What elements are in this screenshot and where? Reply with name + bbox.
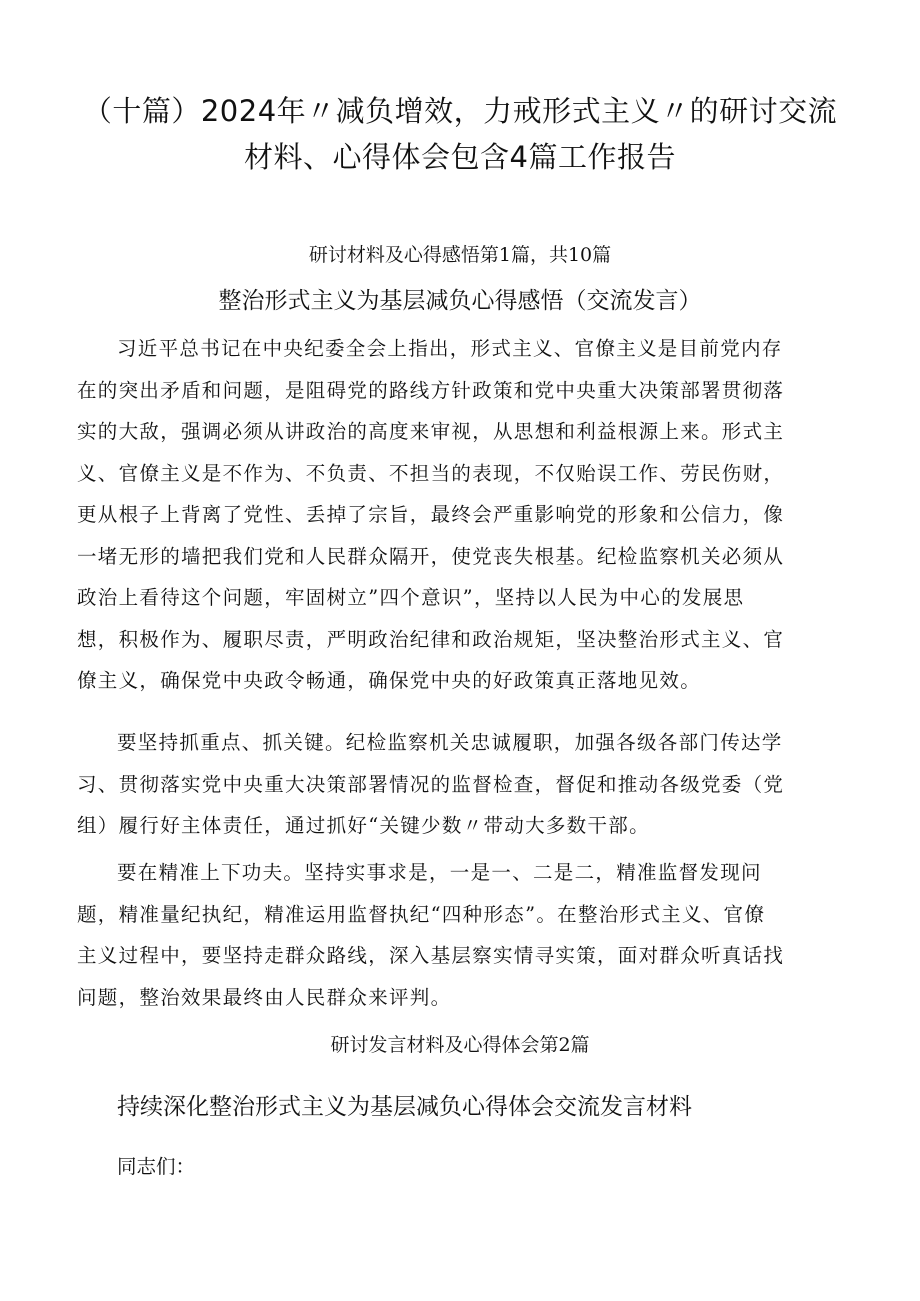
paragraph-line: 习、贯彻落实党中央重大决策部署情况的监督检查，督促和推动各级党委（党 xyxy=(77,772,785,796)
part-1-paragraph-2 xyxy=(77,722,857,847)
paragraph-line: 在的突出矛盾和问题，是阻碍党的路线方针政策和党中央重大决策部署贯彻落 xyxy=(77,378,785,402)
part-2-label: 研讨发言材料及心得体会第2篇 xyxy=(330,1034,590,1056)
paragraph-line: 僚主义，确保党中央政令畅通，确保党中央的好政策真正落地见效。 xyxy=(77,669,702,692)
part-1-label: 研讨材料及心得感悟第1篇，共10篇 xyxy=(308,244,612,266)
paragraph-line: 想，积极作为、履职尽责，严明政治纪律和政治规矩，坚决整治形式主义、官 xyxy=(77,627,785,651)
paragraph-line: 习近平总书记在中央纪委全会上指出，形式主义、官僚主义是目前党内存 xyxy=(117,337,783,360)
part-1-paragraph-3 xyxy=(77,852,857,1018)
paragraph-line: 政治上看待这个问题，牢固树立”四个意识”，坚持以人民为中心的发展思 xyxy=(77,586,745,609)
paragraph-line: 一堵无形的墙把我们党和人民群众隔开，使党丧失根基。纪检监察机关必须从 xyxy=(77,544,785,568)
document-title-line-1: （十篇）2024年〃减负增效，力戒形式主义〃的研讨交流 xyxy=(82,94,838,128)
paragraph-line: 要坚持抓重点、抓关键。纪检监察机关忠诚履职，加强各级各部门传达学 xyxy=(117,731,783,754)
part-1-title: 整治形式主义为基层减负心得感悟（交流发言） xyxy=(218,288,702,314)
part-2-title: 持续深化整治形式主义为基层减负心得体会交流发言材料 xyxy=(117,1094,692,1120)
paragraph-line: 实的大敌，强调必须从讲政治的高度来审视，从思想和利益根源上来。形式主 xyxy=(77,420,785,443)
paragraph-line: 主义过程中，要坚持走群众路线，深入基层察实情寻实策，面对群众听真话找 xyxy=(77,944,785,967)
paragraph-line: 题，精准量纪执纪，精准运用监督执纪“四种形态”。在整治形式主义、官僚 xyxy=(77,902,766,926)
paragraph-line: 更从根子上背离了党性、丢掉了宗旨，最终会严重影响党的形象和公信力，像 xyxy=(77,503,785,526)
document-title xyxy=(60,88,860,180)
part-2-greeting: 同志们： xyxy=(117,1155,196,1178)
paragraph-line: 组）履行好主体责任，通过抓好“关键少数〃带动大多数干部。 xyxy=(77,814,650,837)
part-1-paragraph-1 xyxy=(77,328,857,702)
paragraph-line: 义、官僚主义是不作为、不负责、不担当的表现，不仅贻误工作、劳民伤财， xyxy=(77,461,785,485)
paragraph-line: 要在精准上下功夫。坚持实事求是，一是一、二是二，精准监督发现问 xyxy=(117,861,762,884)
document-title-line-2: 材料、心得体会包含4篇工作报告 xyxy=(244,140,676,174)
paragraph-line: 问题，整治效果最终由人民群众来评判。 xyxy=(77,985,452,1009)
